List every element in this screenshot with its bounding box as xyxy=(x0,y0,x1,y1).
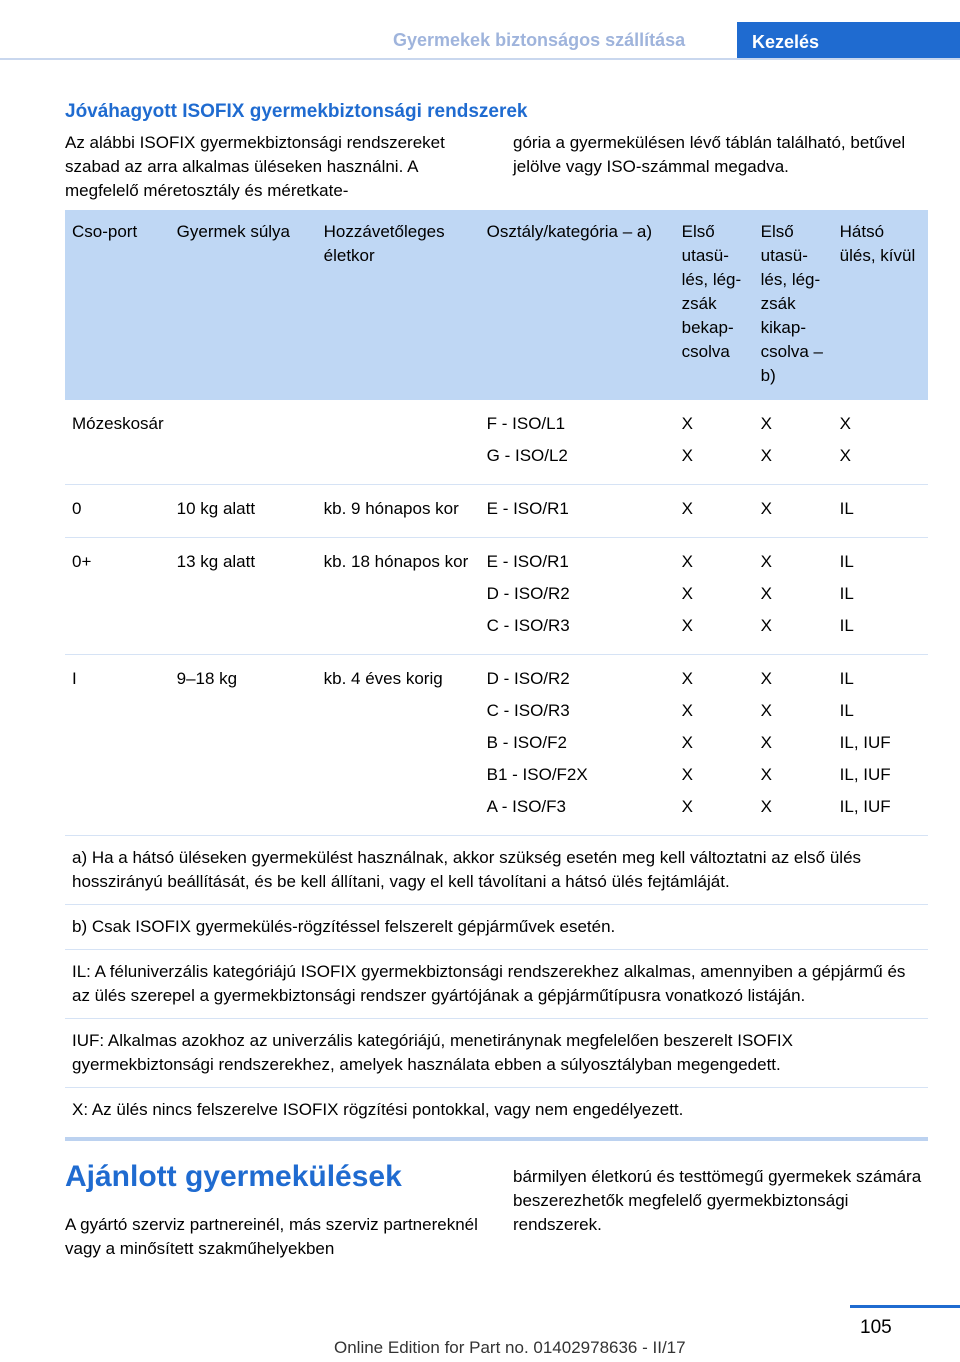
class-value: C - ISO/R3 xyxy=(486,616,570,635)
class-value: D - ISO/R2 xyxy=(486,669,570,688)
on-value: X xyxy=(681,797,693,816)
section-divider xyxy=(65,1137,928,1141)
table-row xyxy=(65,485,928,538)
on-value: X xyxy=(681,616,693,635)
section-title-recommended: Ajánlott gyermekülések xyxy=(65,1160,402,1193)
cell-group: Mózeskosár xyxy=(65,400,170,485)
table-note: IL: A féluniverzális kategóriájú ISOFIX gyermekbiztonsági rendszerekhez alkalmas, amennyiben a gépjármű és az ülés szerepel a gyermekbiztonsági rendszer gyártójának a gépjárműtípusra vonatkozó listáján. xyxy=(65,950,928,1019)
cell-airbag-on xyxy=(675,538,754,655)
cell-class xyxy=(480,485,675,538)
rear-value: X xyxy=(839,446,851,465)
table-note-row xyxy=(65,905,928,950)
cell-airbag-on xyxy=(675,400,754,485)
cell-weight: 9–18 kg xyxy=(170,655,317,836)
rear-value: IL xyxy=(839,584,854,603)
cell-airbag-off xyxy=(754,485,833,538)
off-value: X xyxy=(760,584,772,603)
off-value: X xyxy=(760,669,772,688)
off-value: X xyxy=(760,414,772,433)
cell-weight xyxy=(170,400,317,485)
off-value: X xyxy=(760,616,772,635)
rear-value: IL xyxy=(839,552,854,571)
table-note-row xyxy=(65,1088,928,1133)
rear-value: X xyxy=(839,414,851,433)
class-value: E - ISO/R1 xyxy=(486,499,569,518)
table-row xyxy=(65,655,928,836)
header-section-tab[interactable]: Kezelés xyxy=(737,22,960,60)
off-value: X xyxy=(760,701,772,720)
rear-value: IL, IUF xyxy=(839,733,891,752)
on-value: X xyxy=(681,499,693,518)
cell-airbag-off xyxy=(754,400,833,485)
intro-column-right: gória a gyermekülésen lévő táblán található, betűvel jelölve vagy ISO-számmal megadva. xyxy=(513,133,906,176)
col-header-age: Hozzávetőleges életkor xyxy=(317,210,480,400)
on-value: X xyxy=(681,765,693,784)
rear-value: IL, IUF xyxy=(839,797,891,816)
page-number-rule xyxy=(850,1305,960,1308)
off-value: X xyxy=(760,499,772,518)
recommended-column-left: A gyártó szerviz partnereinél, más szerviz partnereknél vagy a minősített szakműhelyekben xyxy=(65,1215,478,1258)
header-divider xyxy=(0,58,960,60)
col-header-airbag-off: Első utasü-lés, lég-zsák kikap-csolva – b) xyxy=(754,210,833,400)
table-note: b) Csak ISOFIX gyermekülés-rögzítéssel felszerelt gépjárművek esetén. xyxy=(65,905,928,950)
off-value: X xyxy=(760,797,772,816)
off-value: X xyxy=(760,552,772,571)
rear-value: IL xyxy=(839,616,854,635)
cell-rear xyxy=(833,655,928,836)
col-header-class: Osztály/kategória – a) xyxy=(480,210,675,400)
table-note-row xyxy=(65,836,928,905)
col-header-rear: Hátsó ülés, kívül xyxy=(833,210,928,400)
class-value: D - ISO/R2 xyxy=(486,584,570,603)
page-number: 105 xyxy=(860,1317,892,1338)
off-value: X xyxy=(760,765,772,784)
cell-age: kb. 9 hónapos kor xyxy=(317,485,480,538)
cell-rear xyxy=(833,400,928,485)
rear-value: IL, IUF xyxy=(839,765,891,784)
cell-class xyxy=(480,400,675,485)
class-value: F - ISO/L1 xyxy=(486,414,566,433)
class-value: B - ISO/F2 xyxy=(486,733,567,752)
cell-weight: 13 kg alatt xyxy=(170,538,317,655)
table-note: X: Az ülés nincs felszerelve ISOFIX rögzítési pontokkal, vagy nem engedélyezett. xyxy=(72,1100,684,1119)
cell-airbag-on xyxy=(675,655,754,836)
on-value: X xyxy=(681,669,693,688)
col-header-airbag-on: Első utasü-lés, lég-zsák bekap-csolva xyxy=(675,210,754,400)
off-value: X xyxy=(760,733,772,752)
cell-group: 0+ xyxy=(65,538,170,655)
cell-rear xyxy=(833,538,928,655)
cell-age: kb. 4 éves korig xyxy=(317,655,480,836)
table-note-row xyxy=(65,950,928,1019)
on-value: X xyxy=(681,701,693,720)
table-note: a) Ha a hátsó üléseken gyermekülést használnak, akkor szükség esetén meg kell változtatni az első ülés hosszirányú beállítását, és be kell állítani, vagy el kell távolítani a hátsó ülés fejtámláját. xyxy=(65,836,928,905)
cell-rear xyxy=(833,485,928,538)
class-value: A - ISO/F3 xyxy=(486,797,566,816)
on-value: X xyxy=(681,584,693,603)
cell-weight: 10 kg alatt xyxy=(170,485,317,538)
class-value: B1 - ISO/F2X xyxy=(486,765,588,784)
table-note: IUF: Alkalmas azokhoz az univerzális kategóriájú, menetiránynak megfelelően beszerelt ISOFIX gyermekbiztonsági rendszerekhez, amelyek használata ebben a súlyosztályban megengedett. xyxy=(65,1019,928,1088)
class-value: C - ISO/R3 xyxy=(486,701,570,720)
cell-airbag-off xyxy=(754,538,833,655)
intro-column-left: Az alábbi ISOFIX gyermekbiztonsági rendszereket szabad az arra alkalmas üléseken használni. A megfelelő méretosztály és méretkate- xyxy=(65,133,445,200)
col-header-weight: Gyermek súlya xyxy=(170,210,317,400)
table-row xyxy=(65,400,928,485)
cell-age: kb. 18 hónapos kor xyxy=(317,538,480,655)
on-value: X xyxy=(681,733,693,752)
section-title-isofix: Jóváhagyott ISOFIX gyermekbiztonsági rendszerek xyxy=(65,101,528,122)
footer-edition: Online Edition for Part no. 01402978636 - II/17 xyxy=(334,1338,686,1357)
rear-value: IL xyxy=(839,669,854,688)
rear-value: IL xyxy=(839,499,854,518)
cell-class xyxy=(480,655,675,836)
off-value: X xyxy=(760,446,772,465)
header-chapter-title: Gyermekek biztonságos szállítása xyxy=(393,30,686,50)
isofix-table xyxy=(65,210,928,1132)
on-value: X xyxy=(681,552,693,571)
cell-group: 0 xyxy=(65,485,170,538)
on-value: X xyxy=(681,446,693,465)
cell-age xyxy=(317,400,480,485)
table-note-row xyxy=(65,1019,928,1088)
recommended-column-right: bármilyen életkorú és testtömegű gyermekek számára beszerezhetők megfelelő gyermekbiztonsági rendszerek. xyxy=(513,1167,922,1234)
rear-value: IL xyxy=(839,701,854,720)
class-value: G - ISO/L2 xyxy=(486,446,568,465)
class-value: E - ISO/R1 xyxy=(486,552,569,571)
cell-class xyxy=(480,538,675,655)
cell-group: I xyxy=(65,655,170,836)
table-header-row xyxy=(65,210,928,400)
cell-airbag-off xyxy=(754,655,833,836)
col-header-group: Cso-port xyxy=(65,210,170,400)
cell-airbag-on xyxy=(675,485,754,538)
on-value: X xyxy=(681,414,693,433)
table-row xyxy=(65,538,928,655)
